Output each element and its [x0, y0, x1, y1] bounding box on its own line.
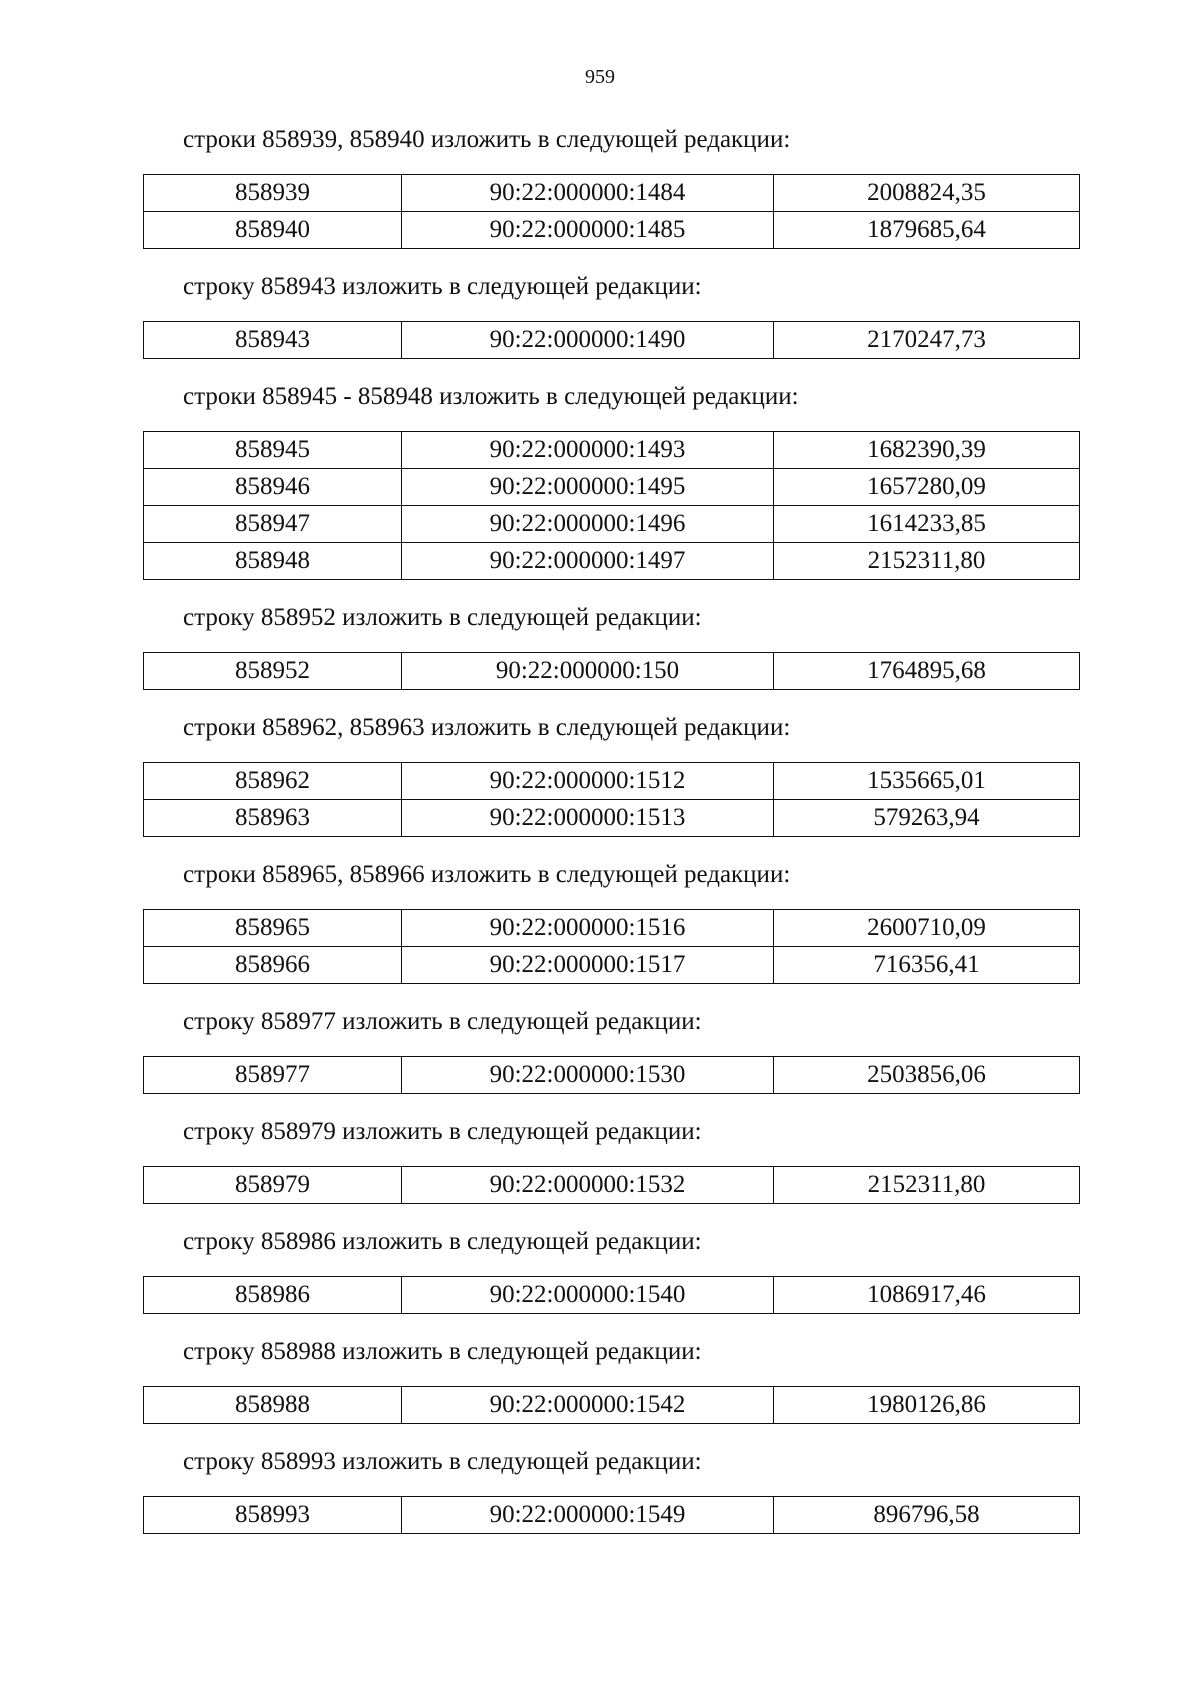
row-number-cell: 858952: [144, 653, 402, 690]
value-cell: 1657280,09: [774, 469, 1080, 506]
section-heading: строку 858988 изложить в следующей редакции:: [183, 1338, 702, 1365]
edit-table: [143, 652, 1080, 690]
row-number-cell: 858947: [144, 506, 402, 543]
table-row: [144, 175, 1080, 212]
cadastral-number-cell: 90:22:000000:1485: [402, 212, 774, 249]
section-heading: строку 858977 изложить в следующей редакции:: [183, 1008, 702, 1035]
section-heading: строки 858945 - 858948 изложить в следующей редакции:: [183, 383, 799, 410]
cadastral-number-cell: 90:22:000000:1493: [402, 432, 774, 469]
row-number-cell: 858963: [144, 800, 402, 837]
row-number-cell: 858966: [144, 947, 402, 984]
cadastral-number-cell: 90:22:000000:1512: [402, 763, 774, 800]
table-row: [144, 469, 1080, 506]
table-row: [144, 1057, 1080, 1094]
cadastral-number-cell: 90:22:000000:1549: [402, 1497, 774, 1534]
cadastral-number-cell: 90:22:000000:1496: [402, 506, 774, 543]
row-number-cell: 858940: [144, 212, 402, 249]
table-row: [144, 506, 1080, 543]
row-number-cell: 858939: [144, 175, 402, 212]
edit-table: [143, 1496, 1080, 1534]
table-row: [144, 947, 1080, 984]
row-number-cell: 858988: [144, 1387, 402, 1424]
row-number-cell: 858962: [144, 763, 402, 800]
row-number-cell: 858943: [144, 322, 402, 359]
table-row: [144, 432, 1080, 469]
value-cell: 896796,58: [774, 1497, 1080, 1534]
table-row: [144, 543, 1080, 580]
cadastral-number-cell: 90:22:000000:1530: [402, 1057, 774, 1094]
cadastral-number-cell: 90:22:000000:1540: [402, 1277, 774, 1314]
value-cell: 1614233,85: [774, 506, 1080, 543]
value-cell: 579263,94: [774, 800, 1080, 837]
row-number-cell: 858965: [144, 910, 402, 947]
row-number-cell: 858986: [144, 1277, 402, 1314]
row-number-cell: 858948: [144, 543, 402, 580]
edit-table: [143, 431, 1080, 580]
table-row: [144, 322, 1080, 359]
row-number-cell: 858945: [144, 432, 402, 469]
value-cell: 2600710,09: [774, 910, 1080, 947]
cadastral-number-cell: 90:22:000000:1542: [402, 1387, 774, 1424]
edit-table: [143, 1276, 1080, 1314]
edit-table: [143, 174, 1080, 249]
table-row: [144, 653, 1080, 690]
edit-table: [143, 1056, 1080, 1094]
value-cell: 1682390,39: [774, 432, 1080, 469]
value-cell: 2152311,80: [774, 1167, 1080, 1204]
edit-table: [143, 1166, 1080, 1204]
table-row: [144, 1277, 1080, 1314]
cadastral-number-cell: 90:22:000000:150: [402, 653, 774, 690]
cadastral-number-cell: 90:22:000000:1516: [402, 910, 774, 947]
section-heading: строки 858965, 858966 изложить в следующей редакции:: [183, 861, 791, 888]
section-heading: строку 858943 изложить в следующей редакции:: [183, 273, 702, 300]
edit-table: [143, 1386, 1080, 1424]
table-row: [144, 763, 1080, 800]
cadastral-number-cell: 90:22:000000:1497: [402, 543, 774, 580]
row-number-cell: 858993: [144, 1497, 402, 1534]
table-row: [144, 800, 1080, 837]
section-heading: строку 858986 изложить в следующей редакции:: [183, 1228, 702, 1255]
edit-table: [143, 909, 1080, 984]
value-cell: 1980126,86: [774, 1387, 1080, 1424]
cadastral-number-cell: 90:22:000000:1532: [402, 1167, 774, 1204]
row-number-cell: 858946: [144, 469, 402, 506]
section-heading: строку 858993 изложить в следующей редакции:: [183, 1448, 702, 1475]
value-cell: 2152311,80: [774, 543, 1080, 580]
section-heading: строки 858962, 858963 изложить в следующей редакции:: [183, 714, 791, 741]
value-cell: 1535665,01: [774, 763, 1080, 800]
row-number-cell: 858977: [144, 1057, 402, 1094]
value-cell: 1879685,64: [774, 212, 1080, 249]
section-heading: строки 858939, 858940 изложить в следующей редакции:: [183, 126, 791, 153]
cadastral-number-cell: 90:22:000000:1490: [402, 322, 774, 359]
edit-table: [143, 321, 1080, 359]
row-number-cell: 858979: [144, 1167, 402, 1204]
cadastral-number-cell: 90:22:000000:1513: [402, 800, 774, 837]
table-row: [144, 1387, 1080, 1424]
section-heading: строку 858979 изложить в следующей редакции:: [183, 1118, 702, 1145]
value-cell: 1764895,68: [774, 653, 1080, 690]
value-cell: 2170247,73: [774, 322, 1080, 359]
table-row: [144, 910, 1080, 947]
table-row: [144, 1497, 1080, 1534]
section-heading: строку 858952 изложить в следующей редакции:: [183, 604, 702, 631]
table-row: [144, 1167, 1080, 1204]
cadastral-number-cell: 90:22:000000:1517: [402, 947, 774, 984]
cadastral-number-cell: 90:22:000000:1495: [402, 469, 774, 506]
edit-table: [143, 762, 1080, 837]
document-body: [143, 125, 1079, 1557]
cadastral-number-cell: 90:22:000000:1484: [402, 175, 774, 212]
page-number: 959: [585, 66, 615, 88]
value-cell: 716356,41: [774, 947, 1080, 984]
value-cell: 2503856,06: [774, 1057, 1080, 1094]
value-cell: 2008824,35: [774, 175, 1080, 212]
table-row: [144, 212, 1080, 249]
value-cell: 1086917,46: [774, 1277, 1080, 1314]
